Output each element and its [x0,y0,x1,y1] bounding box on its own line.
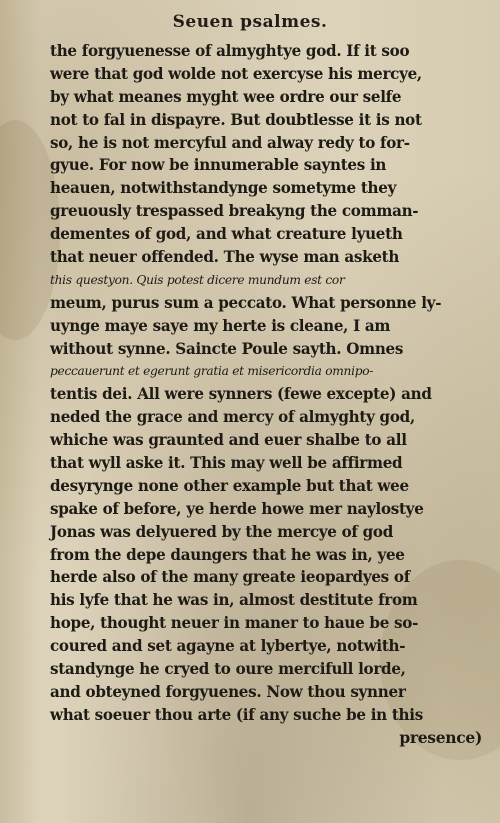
text-line: what soeuer thou arte (if any suche be in this [50,704,423,724]
text-line: not to fal in dispayre. But doubtlesse it is not [50,109,422,129]
text-line: hope, thought neuer in maner to haue be so- [50,613,419,633]
text-line: standynge he cryed to oure mercifull lorde, [50,659,406,679]
text-line: meum, purus sum a peccato. What personne ly- [50,292,442,312]
text-line: the forgyuenesse of almyghtye god. If it soo [50,41,410,60]
text-line: by what meanes myght wee ordre our selfe [50,86,402,106]
text-line: his lyfe that he was in, almost destitute from [50,590,418,610]
text-line: neded the grace and mercy of almyghty god, [50,407,415,427]
catchword: presence) [399,727,482,747]
text-line: that wyll aske it. This may well be affirmed [50,453,403,473]
text-line: so, he is not mercyful and alway redy to for- [50,132,410,152]
text-line: dementes of god, and what creature lyueth [50,224,403,244]
running-header: Seuen psalmes. [172,12,328,32]
text-line: whiche was graunted and euer shalbe to all [50,430,407,450]
text-line: spake of before, ye herde howe mer naylostye [50,498,424,518]
latin-line: this questyon. Quis potest dicere mundum est cor [50,271,345,287]
text-line: tentis dei. All were synners (fewe excepte) and [50,384,432,404]
text-block [50,40,490,750]
text-line: coured and set agayne at lybertye, notwith- [50,636,406,656]
text-line: heauen, notwithstandynge sometyme they [50,178,397,198]
text-line: greuously trespassed breakyng the comman- [50,201,419,221]
text-line: Jonas was delyuered by the mercye of god [50,521,394,541]
text-line: desyrynge none other example but that wee [50,475,409,495]
text-line: were that god wolde not exercyse his mercye, [50,63,422,83]
text-line: that neuer offended. The wyse man asketh [50,247,400,267]
text-line: herde also of the many greate ieopardyes of [50,567,410,587]
text-line: without synne. Saincte Poule sayth. Omnes [50,338,404,358]
text-line: uynge maye saye my herte is cleane, I am [50,315,391,335]
text-line: and obteyned forgyuenes. Now thou synner [50,681,406,701]
text-line: from the depe daungers that he was in, yee [50,544,405,564]
text-line: gyue. For now be innumerable sayntes in [50,155,387,175]
latin-line: peccauerunt et egerunt gratia et misericordia omnipo- [50,363,374,379]
